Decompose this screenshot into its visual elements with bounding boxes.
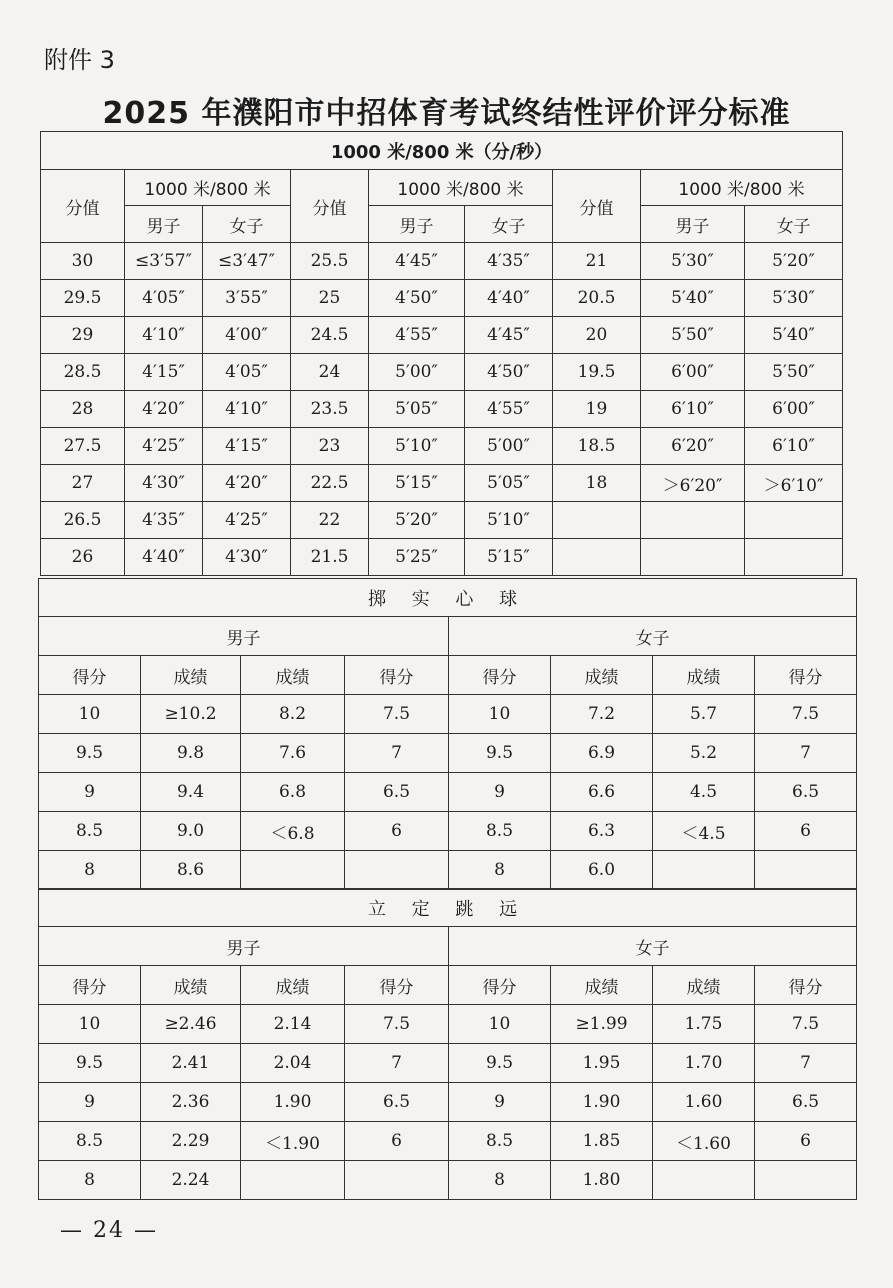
running-score-table	[40, 131, 843, 576]
result-cell: 6.3	[551, 812, 653, 851]
standing-jump-title: 立 定 跳 远	[39, 889, 857, 927]
column-header: 得分	[345, 656, 449, 695]
attachment-label: 附件 3	[44, 46, 115, 74]
column-header: 成绩	[551, 966, 653, 1005]
male-time-cell: 5′00″	[369, 354, 465, 391]
score-cell: 9	[39, 773, 141, 812]
column-header: 成绩	[241, 656, 345, 695]
female-header: 女子	[465, 206, 553, 243]
male-time-cell: 4′25″	[125, 428, 203, 465]
male-time-cell: 4′50″	[369, 280, 465, 317]
score-cell: 28.5	[41, 354, 125, 391]
score-cell: 29.5	[41, 280, 125, 317]
male-header: 男子	[125, 206, 203, 243]
score-cell: 29	[41, 317, 125, 354]
column-header: 得分	[39, 966, 141, 1005]
score-cell: 8	[39, 1161, 141, 1200]
male-time-cell: 4′05″	[125, 280, 203, 317]
female-time-cell: 4′25″	[203, 502, 291, 539]
result-cell: 9.4	[141, 773, 241, 812]
result-cell: 2.41	[141, 1044, 241, 1083]
female-time-cell: 4′10″	[203, 391, 291, 428]
score-cell: 19	[553, 391, 641, 428]
score-cell	[755, 851, 857, 890]
table-row	[41, 539, 843, 576]
male-time-cell: 4′30″	[125, 465, 203, 502]
score-cell: 22	[291, 502, 369, 539]
female-time-cell: 4′45″	[465, 317, 553, 354]
female-header: 女子	[745, 206, 843, 243]
score-cell: 23	[291, 428, 369, 465]
score-cell: 26	[41, 539, 125, 576]
female-time-cell	[745, 539, 843, 576]
male-section-header: 男子	[39, 617, 449, 656]
female-time-cell: 4′40″	[465, 280, 553, 317]
score-cell: 6	[755, 1122, 857, 1161]
result-cell: 6.9	[551, 734, 653, 773]
male-time-cell: 5′05″	[369, 391, 465, 428]
female-time-cell: 5′50″	[745, 354, 843, 391]
result-cell: 4.5	[653, 773, 755, 812]
table-row	[41, 280, 843, 317]
male-time-cell: 4′10″	[125, 317, 203, 354]
female-time-cell	[745, 502, 843, 539]
score-cell: 9.5	[449, 734, 551, 773]
result-cell: 2.14	[241, 1005, 345, 1044]
score-cell: 24.5	[291, 317, 369, 354]
male-time-cell: 5′40″	[641, 280, 745, 317]
male-time-cell	[641, 502, 745, 539]
table-row	[41, 243, 843, 280]
header-row	[39, 966, 857, 1005]
score-cell	[345, 1161, 449, 1200]
result-cell: 9.0	[141, 812, 241, 851]
score-cell: 6	[345, 812, 449, 851]
female-time-cell: 6′10″	[745, 428, 843, 465]
male-time-cell: 5′30″	[641, 243, 745, 280]
score-cell: 7.5	[755, 1005, 857, 1044]
female-time-cell: 4′55″	[465, 391, 553, 428]
male-time-cell: 5′20″	[369, 502, 465, 539]
result-cell: 2.36	[141, 1083, 241, 1122]
female-time-cell: 4′15″	[203, 428, 291, 465]
male-time-cell: ＞6′20″	[641, 465, 745, 502]
female-time-cell: 5′15″	[465, 539, 553, 576]
female-time-cell: ≤3′47″	[203, 243, 291, 280]
table-row	[39, 812, 857, 851]
column-header: 成绩	[141, 966, 241, 1005]
male-time-cell: ≤3′57″	[125, 243, 203, 280]
result-cell: ≥2.46	[141, 1005, 241, 1044]
score-cell: 21	[553, 243, 641, 280]
score-cell: 10	[449, 1005, 551, 1044]
medicine-ball-table	[38, 578, 857, 890]
score-cell: 9.5	[39, 734, 141, 773]
female-time-cell: 5′20″	[745, 243, 843, 280]
male-time-cell: 5′10″	[369, 428, 465, 465]
result-cell: 5.7	[653, 695, 755, 734]
score-cell: 8.5	[39, 812, 141, 851]
score-cell: 10	[39, 695, 141, 734]
score-cell	[553, 539, 641, 576]
score-cell: 25	[291, 280, 369, 317]
table-row	[39, 1122, 857, 1161]
result-cell: 5.2	[653, 734, 755, 773]
table-row	[39, 1005, 857, 1044]
female-time-cell: 5′10″	[465, 502, 553, 539]
result-cell: 6.8	[241, 773, 345, 812]
result-cell: 1.75	[653, 1005, 755, 1044]
result-cell: ＜1.90	[241, 1122, 345, 1161]
female-time-cell: 5′30″	[745, 280, 843, 317]
score-cell: 10	[39, 1005, 141, 1044]
female-time-cell: 5′00″	[465, 428, 553, 465]
male-time-cell: 4′40″	[125, 539, 203, 576]
female-section-header: 女子	[449, 617, 857, 656]
result-cell: ≥10.2	[141, 695, 241, 734]
score-cell: 28	[41, 391, 125, 428]
score-cell	[755, 1161, 857, 1200]
column-header: 成绩	[551, 656, 653, 695]
score-cell: 27	[41, 465, 125, 502]
male-time-cell: 5′25″	[369, 539, 465, 576]
result-cell: ＜6.8	[241, 812, 345, 851]
score-cell	[553, 502, 641, 539]
male-time-cell: 4′20″	[125, 391, 203, 428]
table-row	[41, 502, 843, 539]
score-cell: 9	[449, 1083, 551, 1122]
event-group-header: 1000 米/800 米	[641, 170, 843, 206]
result-cell	[241, 1161, 345, 1200]
score-cell: 6.5	[755, 1083, 857, 1122]
table-row	[39, 773, 857, 812]
result-cell: ＜4.5	[653, 812, 755, 851]
score-cell: 7	[345, 734, 449, 773]
column-header: 得分	[449, 656, 551, 695]
result-cell: 1.70	[653, 1044, 755, 1083]
table-row	[39, 1083, 857, 1122]
male-time-cell: 5′50″	[641, 317, 745, 354]
result-cell	[241, 851, 345, 890]
running-table-title: 1000 米/800 米（分/秒）	[41, 132, 843, 170]
column-header: 成绩	[653, 656, 755, 695]
result-cell: 2.04	[241, 1044, 345, 1083]
page-title: 2025 年濮阳市中招体育考试终结性评价评分标准	[102, 96, 791, 131]
female-time-cell: 5′40″	[745, 317, 843, 354]
score-cell: 22.5	[291, 465, 369, 502]
female-time-cell: 6′00″	[745, 391, 843, 428]
result-cell: 1.80	[551, 1161, 653, 1200]
table-row	[39, 851, 857, 890]
score-cell: 25.5	[291, 243, 369, 280]
score-cell: 8	[449, 851, 551, 890]
score-cell: 7.5	[345, 1005, 449, 1044]
female-time-cell: 4′35″	[465, 243, 553, 280]
column-header: 成绩	[241, 966, 345, 1005]
male-header: 男子	[641, 206, 745, 243]
female-time-cell: 4′05″	[203, 354, 291, 391]
table-row	[39, 1161, 857, 1200]
table-row	[41, 428, 843, 465]
result-cell: 1.85	[551, 1122, 653, 1161]
result-cell: 7.2	[551, 695, 653, 734]
score-cell: 7	[345, 1044, 449, 1083]
standing-jump-table	[38, 888, 857, 1200]
result-cell: ＜1.60	[653, 1122, 755, 1161]
male-header: 男子	[369, 206, 465, 243]
result-cell: 1.60	[653, 1083, 755, 1122]
score-cell: 26.5	[41, 502, 125, 539]
male-time-cell: 6′20″	[641, 428, 745, 465]
result-cell: 8.6	[141, 851, 241, 890]
score-cell: 20	[553, 317, 641, 354]
score-cell: 10	[449, 695, 551, 734]
female-time-cell: 4′30″	[203, 539, 291, 576]
score-header: 分值	[41, 170, 125, 243]
score-cell: 6.5	[755, 773, 857, 812]
female-time-cell: ＞6′10″	[745, 465, 843, 502]
result-cell: 1.95	[551, 1044, 653, 1083]
female-header: 女子	[203, 206, 291, 243]
score-cell: 8.5	[449, 812, 551, 851]
result-cell: 1.90	[551, 1083, 653, 1122]
male-time-cell: 4′35″	[125, 502, 203, 539]
score-cell: 6	[345, 1122, 449, 1161]
female-time-cell: 4′00″	[203, 317, 291, 354]
male-time-cell: 5′15″	[369, 465, 465, 502]
male-time-cell	[641, 539, 745, 576]
score-cell: 7.5	[345, 695, 449, 734]
result-cell: ≥1.99	[551, 1005, 653, 1044]
column-header: 得分	[345, 966, 449, 1005]
result-cell	[653, 1161, 755, 1200]
event-group-header: 1000 米/800 米	[369, 170, 553, 206]
score-cell: 7	[755, 734, 857, 773]
score-cell: 18.5	[553, 428, 641, 465]
medicine-ball-title: 掷 实 心 球	[39, 579, 857, 617]
male-time-cell: 6′10″	[641, 391, 745, 428]
table-row	[39, 734, 857, 773]
female-time-cell: 4′20″	[203, 465, 291, 502]
result-cell: 7.6	[241, 734, 345, 773]
score-cell: 9.5	[39, 1044, 141, 1083]
score-cell: 24	[291, 354, 369, 391]
column-header: 得分	[755, 966, 857, 1005]
result-cell: 1.90	[241, 1083, 345, 1122]
result-cell: 8.2	[241, 695, 345, 734]
score-cell: 6.5	[345, 773, 449, 812]
male-time-cell: 4′15″	[125, 354, 203, 391]
table-row	[41, 391, 843, 428]
score-cell: 8	[39, 851, 141, 890]
table-row	[41, 354, 843, 391]
score-cell: 30	[41, 243, 125, 280]
score-cell: 9	[449, 773, 551, 812]
column-header: 得分	[755, 656, 857, 695]
score-cell: 8	[449, 1161, 551, 1200]
score-cell: 9	[39, 1083, 141, 1122]
score-header: 分值	[291, 170, 369, 243]
result-cell: 6.0	[551, 851, 653, 890]
result-cell: 6.6	[551, 773, 653, 812]
result-cell: 2.24	[141, 1161, 241, 1200]
female-time-cell: 3′55″	[203, 280, 291, 317]
score-cell: 6	[755, 812, 857, 851]
column-header: 得分	[449, 966, 551, 1005]
score-header: 分值	[553, 170, 641, 243]
page-number: — 24 —	[60, 1218, 158, 1243]
male-time-cell: 4′45″	[369, 243, 465, 280]
score-cell: 7	[755, 1044, 857, 1083]
female-section-header: 女子	[449, 927, 857, 966]
male-time-cell: 6′00″	[641, 354, 745, 391]
score-cell: 20.5	[553, 280, 641, 317]
female-time-cell: 5′05″	[465, 465, 553, 502]
table-row	[39, 695, 857, 734]
score-cell: 9.5	[449, 1044, 551, 1083]
score-cell: 8.5	[449, 1122, 551, 1161]
female-time-cell: 4′50″	[465, 354, 553, 391]
score-cell: 6.5	[345, 1083, 449, 1122]
score-cell: 7.5	[755, 695, 857, 734]
column-header: 成绩	[141, 656, 241, 695]
table-row	[41, 317, 843, 354]
event-group-header: 1000 米/800 米	[125, 170, 291, 206]
result-cell	[653, 851, 755, 890]
male-time-cell: 4′55″	[369, 317, 465, 354]
result-cell: 2.29	[141, 1122, 241, 1161]
score-cell	[345, 851, 449, 890]
score-cell: 18	[553, 465, 641, 502]
table-row	[39, 1044, 857, 1083]
column-header: 成绩	[653, 966, 755, 1005]
result-cell: 9.8	[141, 734, 241, 773]
header-row	[39, 656, 857, 695]
score-cell: 19.5	[553, 354, 641, 391]
score-cell: 21.5	[291, 539, 369, 576]
score-cell: 23.5	[291, 391, 369, 428]
score-cell: 8.5	[39, 1122, 141, 1161]
male-section-header: 男子	[39, 927, 449, 966]
table-row	[41, 465, 843, 502]
score-cell: 27.5	[41, 428, 125, 465]
column-header: 得分	[39, 656, 141, 695]
